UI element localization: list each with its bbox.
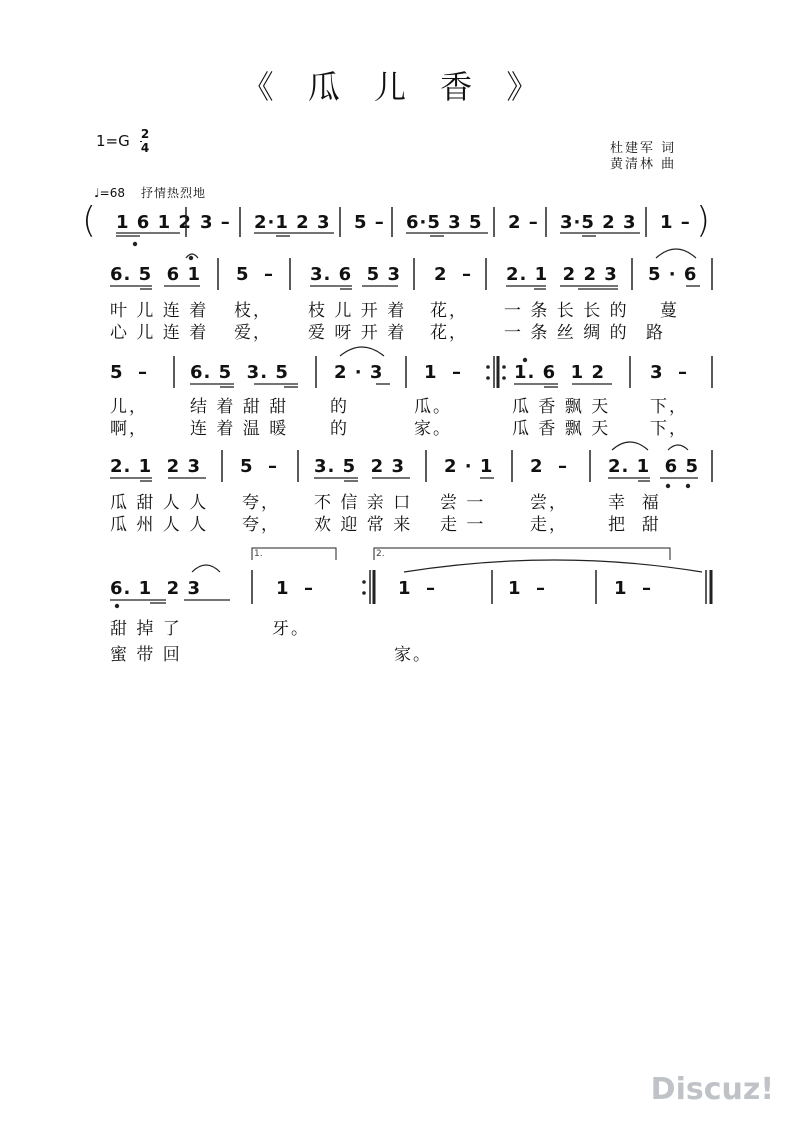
intro-measure-6: 2 – bbox=[508, 212, 539, 233]
line1-measure-6: 5 · 6 bbox=[648, 264, 698, 285]
line3-verse1-6: 幸 福 bbox=[608, 493, 661, 513]
octave-dots bbox=[115, 242, 690, 608]
line4-verse1-2: 牙。 bbox=[272, 619, 310, 639]
intro-measure-4: 5 – bbox=[354, 212, 385, 233]
volta-brackets bbox=[252, 548, 670, 560]
lyricist-credit: 杜建军 词 bbox=[610, 141, 677, 156]
line2-verse1-5: 瓜 香 飘 天 bbox=[512, 397, 611, 417]
line3-measure-3: 3. 5 2 3 bbox=[314, 456, 406, 477]
line2-measure-4: 1 – bbox=[424, 362, 463, 383]
intro-measure-7: 3·5 2 3 bbox=[560, 212, 637, 233]
line2-verse1-2: 结 着 甜 甜 bbox=[190, 397, 289, 417]
line3-verse2-4: 走 一 bbox=[440, 515, 486, 535]
line4-verse2-1: 蜜 带 回 bbox=[110, 645, 182, 665]
line3-verse1-1: 瓜 甜 人 人 bbox=[110, 493, 209, 513]
line3-measure-2: 5 – bbox=[240, 456, 279, 477]
line2-verse2-4: 家。 bbox=[414, 419, 452, 439]
intro-measure-1: 1 6 1 2 bbox=[116, 212, 192, 233]
line3-measure-4: 2 · 1 bbox=[444, 456, 494, 477]
line4-verse2-2: 家。 bbox=[394, 645, 432, 665]
line4-measure-1: 6. 1 2 3 bbox=[110, 578, 202, 599]
line3-measure-5: 2 – bbox=[530, 456, 569, 477]
line4-measure-3: 1 – bbox=[398, 578, 437, 599]
intro-measure-2: 3 – bbox=[200, 212, 231, 233]
intro-measure-8: 1 – bbox=[660, 212, 691, 233]
composer-credit: 黄清林 曲 bbox=[610, 157, 677, 172]
line3-verse2-1: 瓜 州 人 人 bbox=[110, 515, 209, 535]
tempo-mark: ♩=68 bbox=[94, 186, 125, 200]
key-signature: 1=G bbox=[96, 132, 130, 150]
slurs bbox=[186, 249, 702, 572]
bar-lines bbox=[174, 207, 712, 604]
line1-verse1-5: 一 条 长 长 的 bbox=[504, 301, 629, 321]
second-ending-label: 2. bbox=[376, 549, 385, 559]
line2-measure-3: 2 · 3 bbox=[334, 362, 384, 383]
intro-measure-5: 6·5 3 5 bbox=[406, 212, 483, 233]
first-ending-label: 1. bbox=[254, 549, 263, 559]
line3-verse2-5: 走， bbox=[530, 515, 568, 535]
line1-verse1-1: 叶 儿 连 着 bbox=[110, 301, 209, 321]
line1-verse1-3: 枝 儿 开 着 bbox=[308, 301, 407, 321]
line4-verse1-1: 甜 掉 了 bbox=[110, 619, 182, 639]
line3-verse1-3: 不 信 亲 口 bbox=[314, 493, 413, 513]
line1-measure-3: 3. 6 5 3 bbox=[310, 264, 402, 285]
line2-verse1-1: 儿， bbox=[110, 397, 148, 417]
line1-verse1-6: 蔓 bbox=[660, 301, 679, 321]
line2-measure-6: 3 – bbox=[650, 362, 689, 383]
line3-verse1-4: 尝 一 bbox=[440, 493, 486, 513]
expression-mark: 抒情热烈地 bbox=[140, 186, 206, 200]
line2-verse2-5: 瓜 香 飘 天 bbox=[512, 419, 611, 439]
song-title: 《 瓜 儿 香 》 bbox=[241, 68, 551, 106]
line2-verse1-4: 瓜。 bbox=[414, 397, 452, 417]
line1-verse2-2: 爱， bbox=[234, 323, 272, 343]
line1-verse2-3: 爱 呀 开 着 bbox=[308, 323, 407, 343]
line1-verse2-6: 路 bbox=[646, 323, 665, 343]
line2-verse2-1: 啊， bbox=[110, 419, 148, 439]
intro-open-paren: ( bbox=[82, 200, 97, 241]
watermark-logo: Discuz! bbox=[650, 1072, 774, 1107]
line2-verse1-3: 的 bbox=[330, 397, 349, 417]
line1-verse1-4: 花， bbox=[430, 301, 468, 321]
line2-measure-5: 1. 6 1 2 bbox=[514, 362, 606, 383]
line1-verse2-1: 心 儿 连 着 bbox=[110, 323, 209, 343]
line3-measure-1: 2. 1 2 3 bbox=[110, 456, 202, 477]
line3-verse2-2: 夸， bbox=[242, 515, 280, 535]
line1-measure-4: 2 – bbox=[434, 264, 473, 285]
line3-verse1-5: 尝， bbox=[530, 493, 568, 513]
line3-verse2-6: 把 甜 bbox=[608, 515, 661, 535]
line4-measure-5: 1 – bbox=[614, 578, 653, 599]
intro-close-paren: ) bbox=[696, 200, 711, 241]
line2-verse2-3: 的 bbox=[330, 419, 349, 439]
line1-measure-2: 5 – bbox=[236, 264, 275, 285]
line3-measure-6: 2. 1 6 5 bbox=[608, 456, 700, 477]
time-signature-top: 2 bbox=[140, 127, 150, 141]
line1-verse2-5: 一 条 丝 绸 的 bbox=[504, 323, 629, 343]
line1-measure-5: 2. 1 2 2 3 bbox=[506, 264, 618, 285]
line2-measure-2: 6. 5 3. 5 bbox=[190, 362, 289, 383]
line1-measure-1: 6. 5 6 1 bbox=[110, 264, 202, 285]
time-signature-bottom: 4 bbox=[140, 141, 150, 155]
line2-measure-1: 5 – bbox=[110, 362, 149, 383]
line4-measure-4: 1 – bbox=[508, 578, 547, 599]
line1-verse1-2: 枝， bbox=[234, 301, 272, 321]
line3-verse1-2: 夸， bbox=[242, 493, 280, 513]
line2-verse2-6: 下， bbox=[650, 419, 688, 439]
line4-measure-2: 1 – bbox=[276, 578, 315, 599]
intro-measure-3: 2·1 2 3 bbox=[254, 212, 331, 233]
line3-verse2-3: 欢 迎 常 来 bbox=[314, 515, 413, 535]
line1-verse2-4: 花， bbox=[430, 323, 468, 343]
repeat-dots bbox=[362, 365, 506, 595]
line2-verse2-2: 连 着 温 暖 bbox=[190, 419, 289, 439]
line2-verse1-6: 下， bbox=[650, 397, 688, 417]
